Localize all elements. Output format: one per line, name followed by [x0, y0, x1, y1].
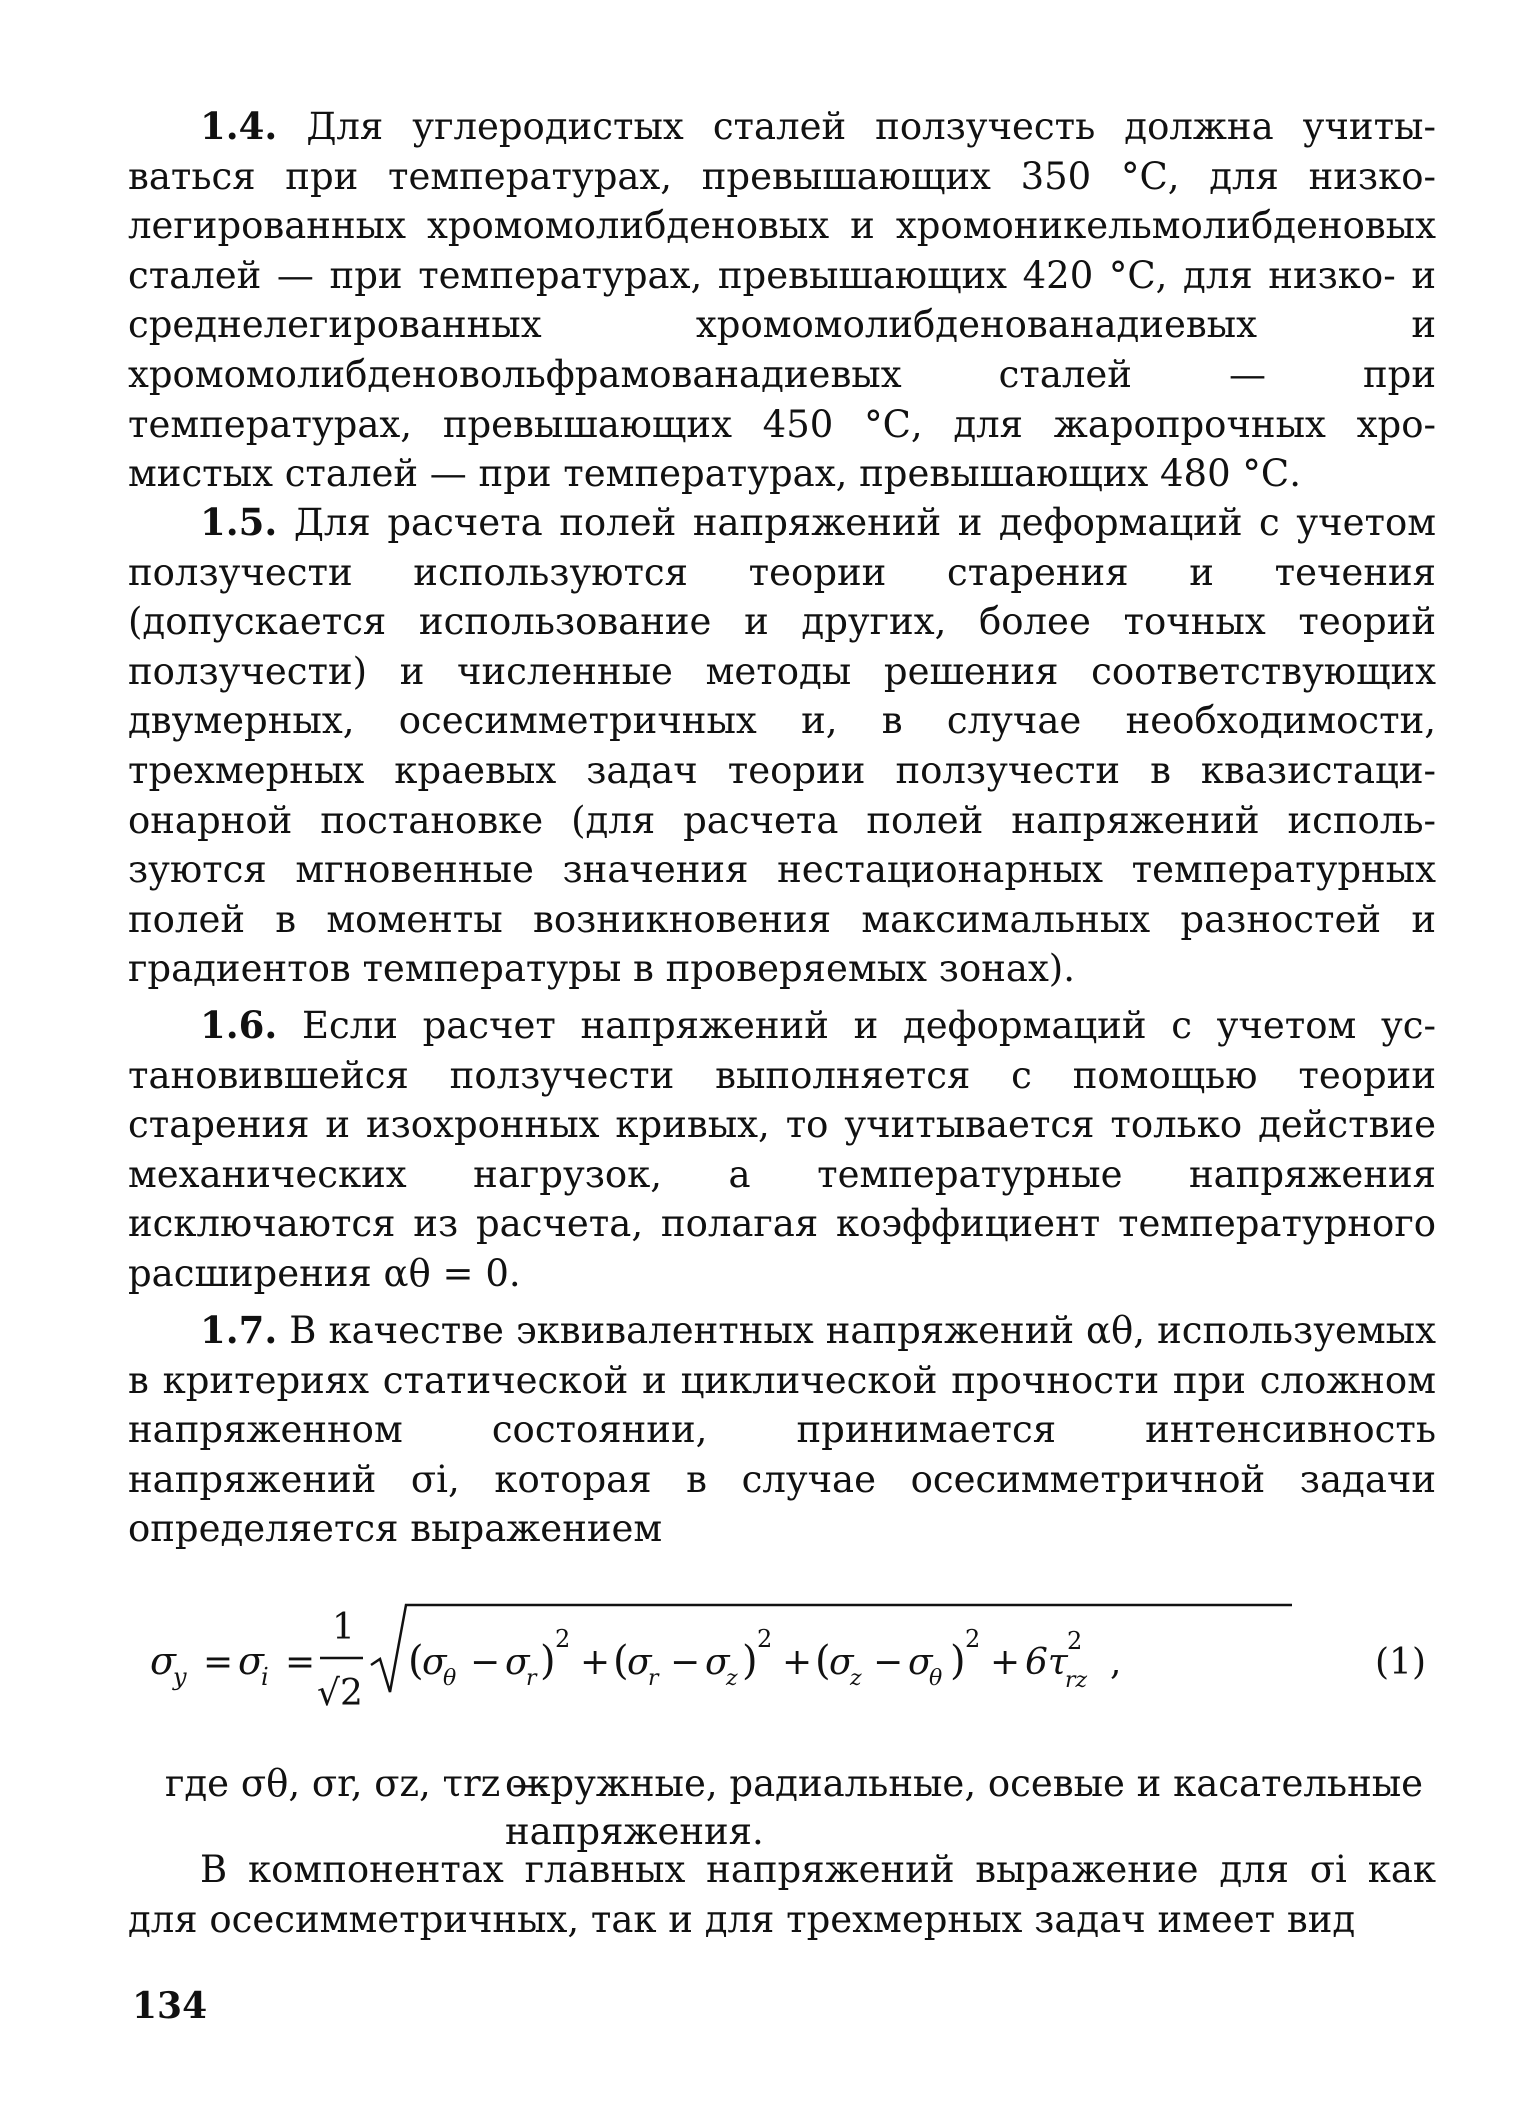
- where-symbols: где σθ, σr, σz, τrz —: [165, 1762, 549, 1805]
- section-1-5: [128, 498, 1436, 994]
- equation-graphic: [150, 1597, 1440, 1727]
- section-1-7: [128, 1306, 1436, 1554]
- formula-symbol: σ: [422, 1642, 447, 1683]
- section-text: Для расчета полей напряжений и деформаций с учетом ползучести используются теории старения и течения (допускается использование и других, более точных теорий ползучести) и численные методы решения соответствующих двумерных, осесимметричных и, в случае необходимости, трехмерных краевых задач теории ползучести в квазистационарной постановке (для расчета полей напряжений используются мгновенные значения нестационарных температурных полей в моменты возникновения максимальных разностей и градиентов температуры в проверяемых зонах).: [128, 501, 1436, 991]
- formula-symbol: (: [815, 1638, 831, 1684]
- formula-symbol: 2: [555, 1625, 571, 1653]
- formula-symbol: i: [261, 1663, 269, 1691]
- formula-symbol: z: [850, 1666, 862, 1691]
- formula-symbol: −: [470, 1642, 501, 1683]
- section-number: 1.4.: [200, 104, 278, 148]
- formula-symbol: −: [670, 1642, 701, 1683]
- formula-symbol: =: [203, 1642, 234, 1683]
- section-1-6: [128, 1001, 1436, 1299]
- section-text: В качестве эквивалентных напряжений αθ, используемых в критериях статической и циклической прочности при сложном напряженном состоянии, принимается интенсивность напряжений σi, которая в случае осесимметричной задачи определяется выражением: [128, 1309, 1436, 1551]
- formula-symbol: ): [742, 1638, 758, 1684]
- page-number: 134: [132, 1985, 208, 2027]
- formula-symbol: (: [613, 1638, 629, 1684]
- formula-symbol: σ: [150, 1639, 176, 1683]
- formula-symbol: σ: [705, 1642, 730, 1683]
- equation-1: [150, 1597, 1440, 1727]
- formula-symbol: 2: [965, 1625, 981, 1653]
- formula-symbol: 2: [757, 1625, 773, 1653]
- formula-symbol: −: [873, 1642, 904, 1683]
- closing-paragraph: В компонентах главных напряжений выражение для σi как для осесимметричных, так и для трехмерных задач имеет вид: [128, 1848, 1436, 1941]
- formula-symbol: ): [540, 1638, 556, 1684]
- formula-symbol: σ: [505, 1642, 530, 1683]
- formula-symbol: 1: [332, 1607, 355, 1648]
- section-text: Если расчет напряжений и деформаций с учетом установившейся ползучести выполняется с помощью теории старения и изохронных кривых, то учитывается только действие механических нагрузок, а температурные напряжения исключаются из расчета, полагая коэффициент температурного расширения αθ = 0.: [128, 1004, 1436, 1295]
- formula-symbol: σ: [908, 1642, 933, 1683]
- formula-symbol: 2: [1067, 1627, 1083, 1655]
- section-number: 1.6.: [200, 1003, 278, 1047]
- formula-symbol: θ: [443, 1666, 457, 1691]
- formula-symbol: +: [782, 1642, 813, 1683]
- formula-symbol: ): [950, 1638, 966, 1684]
- formula-symbol: y: [173, 1663, 187, 1691]
- formula-symbol: r: [526, 1666, 537, 1691]
- formula-symbol: (: [408, 1638, 424, 1684]
- equation-number: (1): [1375, 1642, 1426, 1683]
- section-text: Для углеродистых сталей ползучесть должна учитываться при температурах, превышающих 350 °С, для низколегированных хромомолибденовых и хромоникельмолибденовых сталей — при температурах, превышающих 420 °С, для низко- и среднелегированных хромомолибденованадиевых и хромомолибденовольфрамованадиевых сталей — при температурах, превышающих 450 °С, для жаропрочных хромистых сталей — при температурах, превышающих 480 °С.: [128, 105, 1437, 496]
- formula-symbol: θ: [929, 1666, 943, 1691]
- formula-symbol: rz: [1065, 1668, 1088, 1693]
- formula-symbol: σ: [238, 1639, 264, 1683]
- formula-symbol: r: [648, 1666, 659, 1691]
- where-description: окружные, радиальные, осевые и касательные напряжения.: [505, 1762, 1424, 1853]
- formula-symbol: σ: [829, 1642, 854, 1683]
- formula-symbol: ,: [1110, 1642, 1122, 1683]
- formula-symbol: 6τ: [1025, 1642, 1068, 1683]
- section-number: 1.5.: [200, 500, 278, 544]
- formula-symbol: =: [285, 1642, 316, 1683]
- formula-symbol: z: [726, 1666, 738, 1691]
- formula-symbol: +: [990, 1642, 1021, 1683]
- formula-symbol: √2: [317, 1673, 363, 1714]
- formula-symbol: +: [580, 1642, 611, 1683]
- section-number: 1.7.: [200, 1308, 278, 1352]
- formula-symbol: σ: [627, 1642, 652, 1683]
- section-1-4: [128, 102, 1436, 499]
